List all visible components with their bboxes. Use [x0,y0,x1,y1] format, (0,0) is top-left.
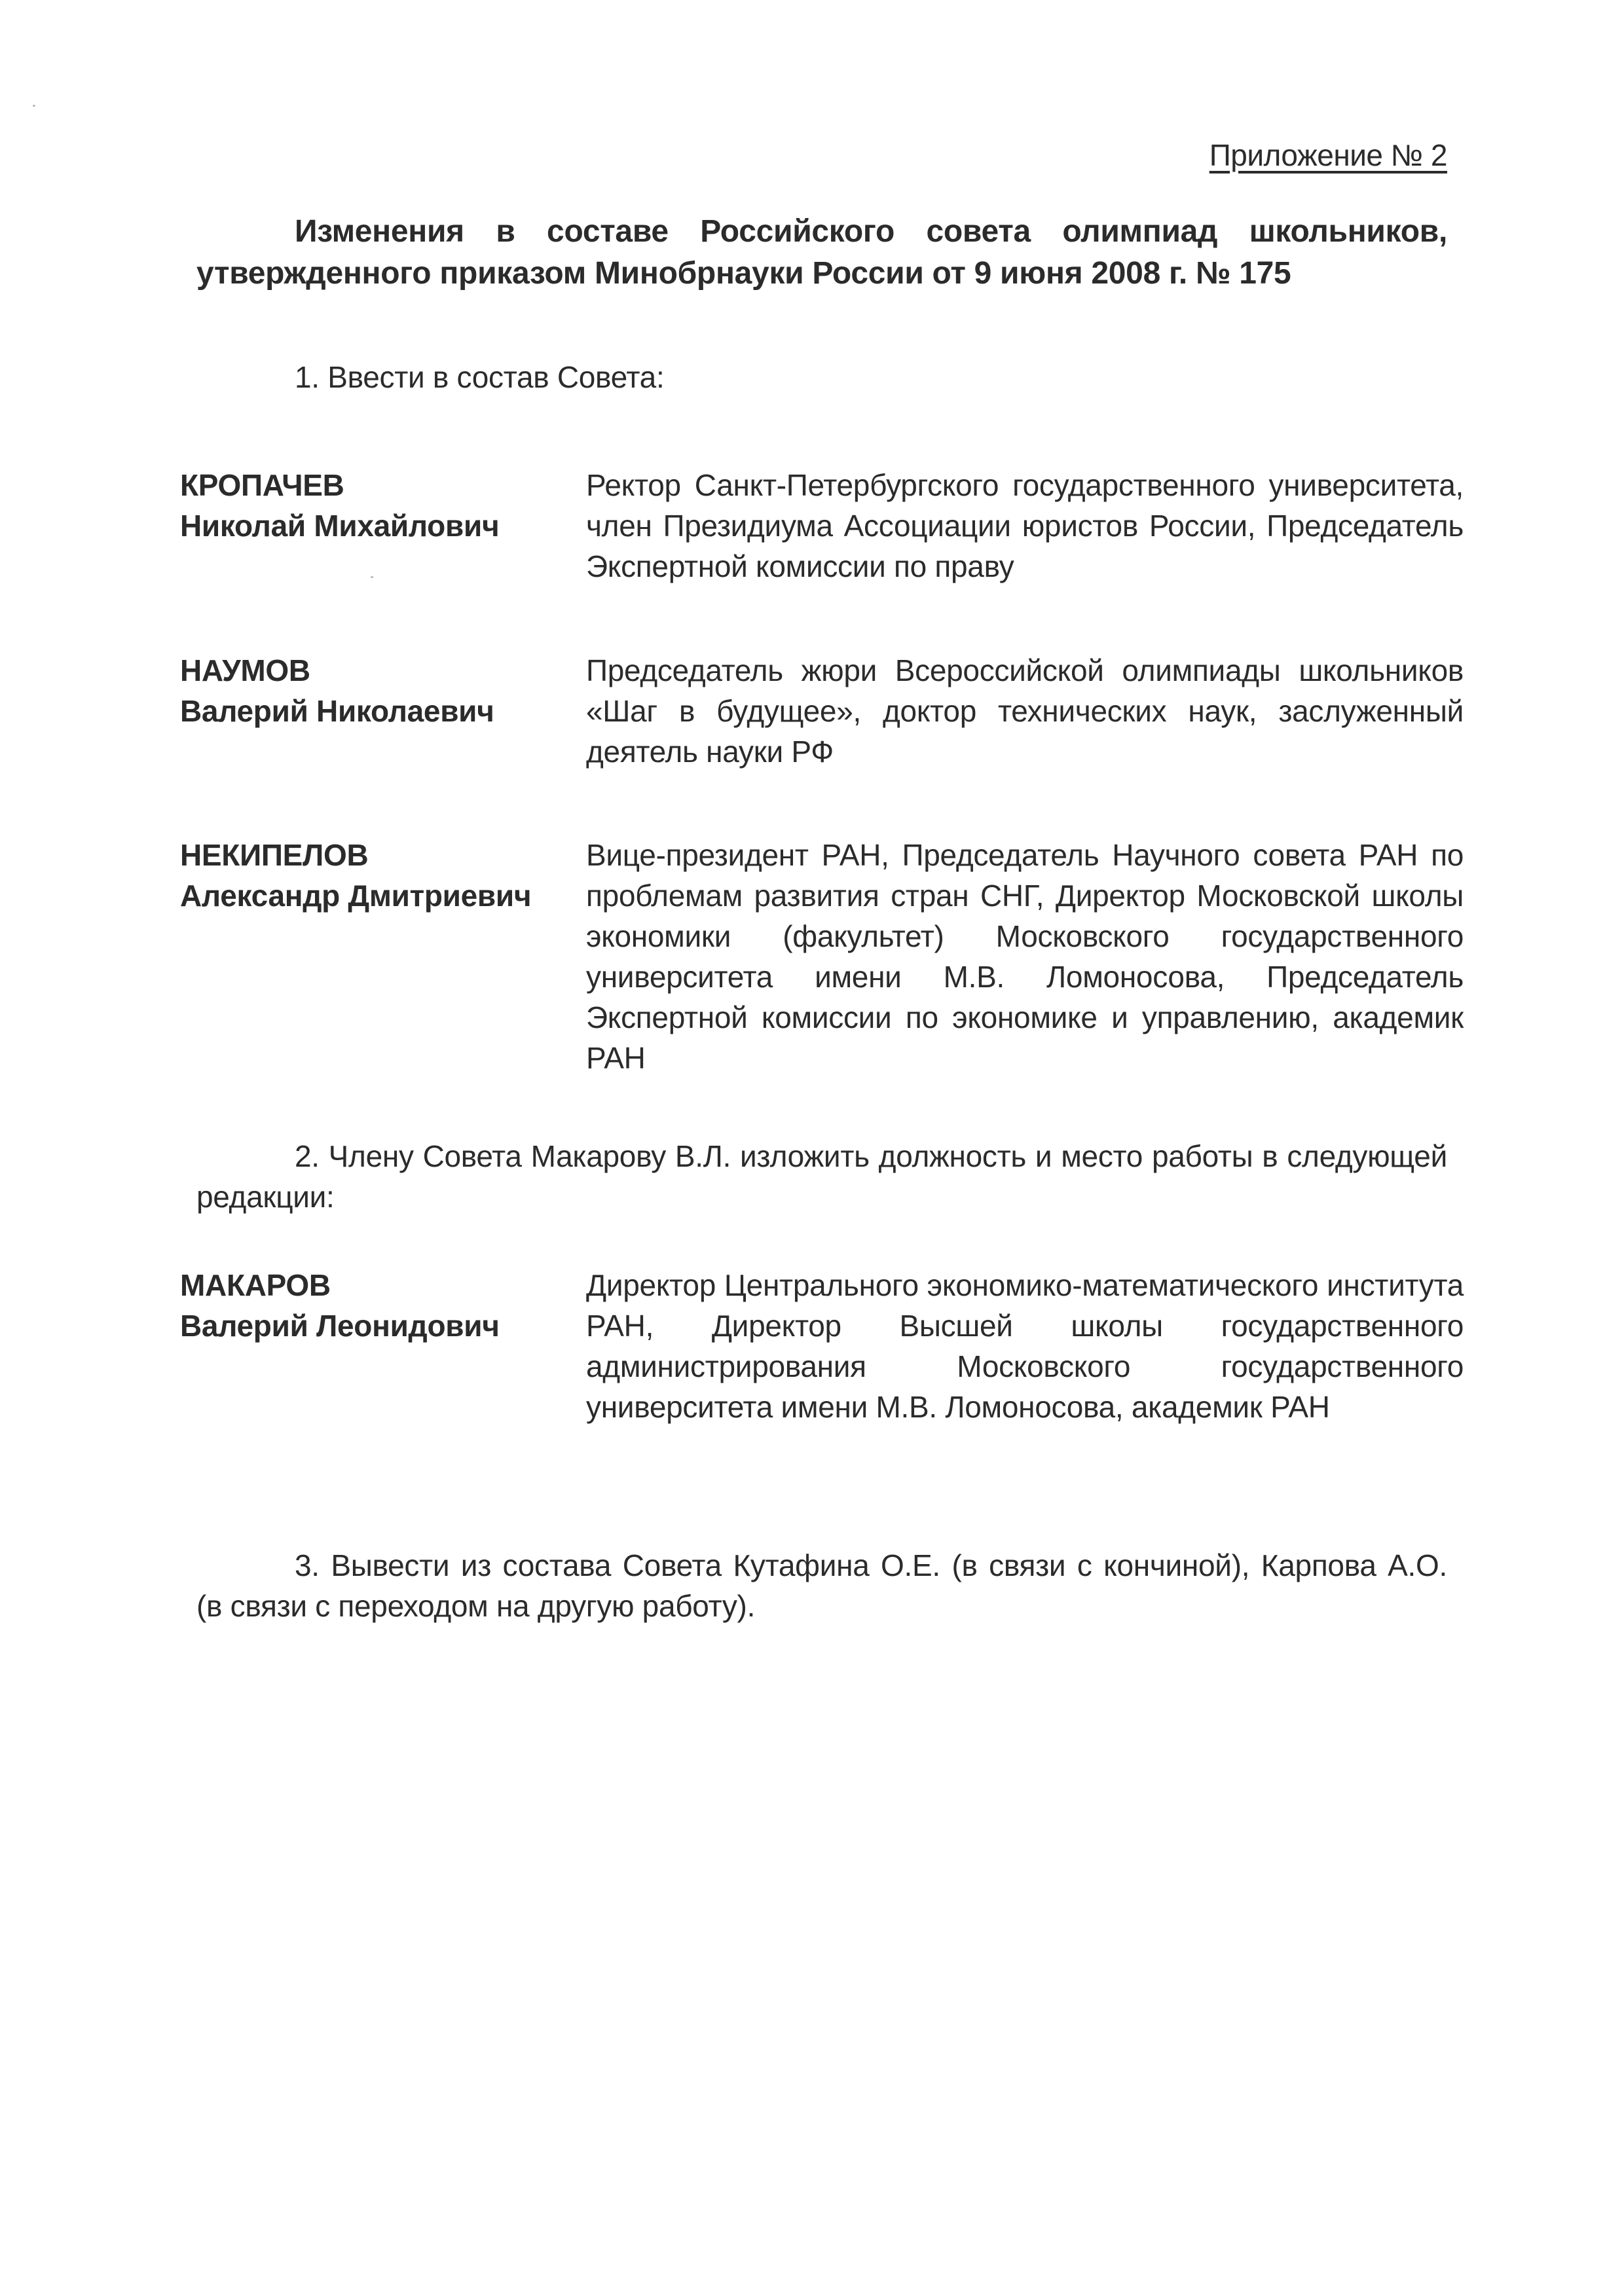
document-title-line-1: Изменения в составе Российского совета олимпиад школьников, [295,214,1447,249]
member-surname: КРОПАЧЕВ [180,468,344,502]
member-name [180,465,573,546]
member-surname: МАКАРОВ [180,1268,331,1302]
member-given-names: Валерий Леонидович [180,1309,500,1343]
member-given-names: Николай Михайлович [180,509,500,543]
section-3-line-1: 3. Вывести из состава Совета Кутафина О.Е. (в связи с кончиной), Карпова А.О. [295,1548,1447,1582]
document-title-line-2: утвержденного приказом Минобрнауки России от 9 июня 2008 г. № 175 [196,256,1291,291]
section-3-paragraph [196,1545,1447,1626]
member-description: Директор Центрального экономико-математического института РАН, Директор Высшей школы государственного администрирования Московского государственного университета имени М.В. Ломоносова, академик РАН [586,1268,1464,1424]
member-name [180,835,573,916]
member-description: Вице-президент РАН, Председатель Научного совета РАН по проблемам развития стран СНГ, Директор Московской школы экономики (факультет) Московского государственного университета имени М.В. Ломоносова, Председатель Экспертной комиссии по экономике и управлению, академик РАН [586,838,1464,1075]
section-1-heading [196,357,1447,397]
member-description: Председатель жюри Всероссийской олимпиады школьников «Шаг в будущее», доктор технических наук, заслуженный деятель науки РФ [586,653,1464,769]
appendix-label: Приложение № 2 [1209,138,1447,172]
member-surname: НАУМОВ [180,653,310,687]
member-given-names: Валерий Николаевич [180,694,494,728]
member-name [180,1265,573,1346]
member-given-names: Александр Дмитриевич [180,879,532,913]
section-2-line-2: редакции: [196,1180,335,1214]
document-title [196,211,1447,295]
member-name [180,650,573,731]
scan-speck [33,105,35,107]
member-surname: НЕКИПЕЛОВ [180,838,369,872]
member-description: Ректор Санкт-Петербургского государственного университета, член Президиума Ассоциации юристов России, Председатель Экспертной комиссии по праву [586,468,1464,583]
section-3-line-2: (в связи с переходом на другую работу). [196,1589,756,1623]
section-2-line-1: 2. Члену Совета Макарову В.Л. изложить должность и место работы в следующей [295,1139,1447,1173]
section-2-paragraph [196,1136,1447,1217]
scan-speck [371,576,373,578]
section-1-text: 1. Ввести в состав Совета: [295,360,665,394]
